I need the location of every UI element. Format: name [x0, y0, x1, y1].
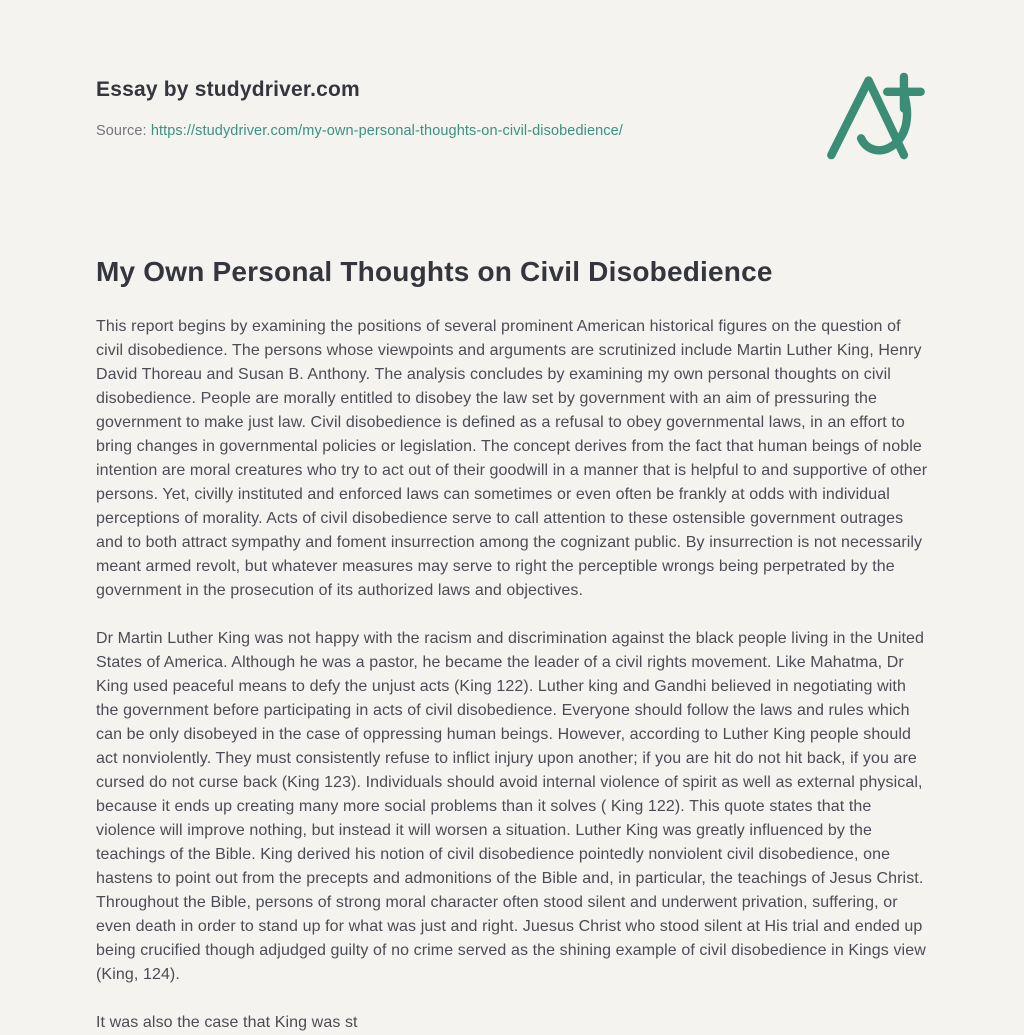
- essay-paragraph-1: This report begins by examining the positions of several prominent American historical figures on the question of civil disobedience. The persons whose viewpoints and arguments are scrutinized include Martin Luther King, Henry David Thoreau and Susan B. Anthony. The analysis concludes by examining my own personal thoughts on civil disobedience. People are morally entitled to disobey the law set by government with an aim of pressuring the government to make just law. Civil disobedience is defined as a refusal to obey governmental laws, in an effort to bring changes in governmental policies or legislation. The concept derives from the fact that human beings of noble intention are moral creatures who try to act out of their goodwill in a manner that is helpful to and supportive of other persons. Yet, civilly instituted and enforced laws can sometimes or even often be frankly at odds with individual perceptions of morality. Acts of civil disobedience serve to call attention to these ostensible government outrages and to both attract sympathy and foment insurrection among the cognizant public. By insurrection is not necessarily meant armed revolt, but whatever measures may serve to right the perceptible wrongs being perpetrated by the government in the prosecution of its authorized laws and objectives.: [96, 318, 928, 599]
- source-label: Source:: [96, 123, 147, 139]
- essay-title: My Own Personal Thoughts on Civil Disobedience: [96, 256, 773, 287]
- essay-paragraph-2: Dr Martin Luther King was not happy with the racism and discrimination against the black people living in the United States of America. Although he was a pastor, he became the leader of a civil rights movement. Like Mahatma, Dr King used peaceful means to defy the unjust acts (King 122). Luther king and Gandhi believed in negotiating with the government before participating in acts of civil disobedience. Everyone should follow the laws and rules which can be only disobeyed in the case of oppressing human beings. However, according to Luther King people should act nonviolently. They must consistently refuse to inflict injury upon another; if you are hit do not hit back, if you are cursed do not curse back (King 123). Individuals should avoid internal violence of spirit as well as external physical, because it ends up creating many more social problems than it solves ( King 122). This quote states that the violence will improve nothing, but instead it will worsen a situation. Luther King was greatly influenced by the teachings of the Bible. King derived his notion of civil disobedience pointedly nonviolent civil disobedience, one hastens to point out from the precepts and admonitions of the Bible and, in particular, the teachings of Jesus Christ. Throughout the Bible, persons of strong moral character often stood silent and underwent privation, suffering, or even death in order to stand up for what was just and right. Juesus Christ who stood silent at His trial and ended up being crucified though adjudged guilty of no crime served as the shining example of civil disobedience in Kings view (King, 124).: [96, 630, 926, 983]
- studydriver-logo-icon: [822, 70, 930, 162]
- essay-by-heading: Essay by studydriver.com: [96, 78, 360, 101]
- essay-paragraph-3: It was also the case that King was st: [96, 1014, 358, 1031]
- source-url-link[interactable]: https://studydriver.com/my-own-personal-thoughts-on-civil-disobedience/: [150, 123, 623, 139]
- source-line: [96, 123, 930, 139]
- document-header: [96, 78, 930, 139]
- essay-content: [96, 255, 930, 1035]
- essay-body: [96, 315, 930, 1035]
